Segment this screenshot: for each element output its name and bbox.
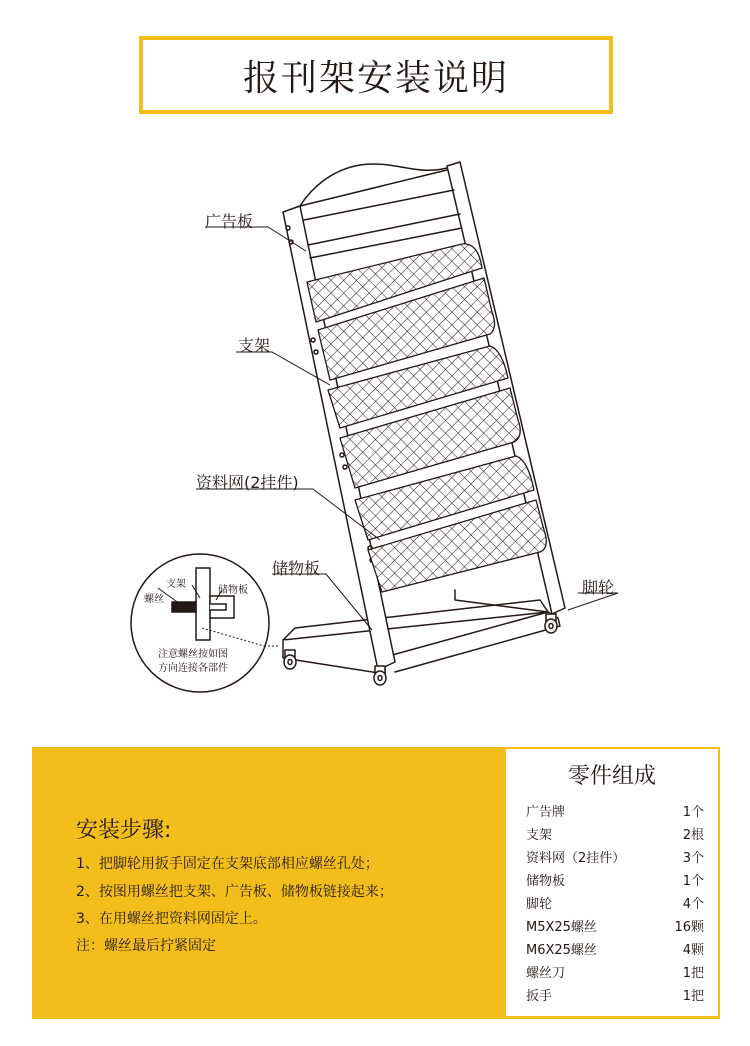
parts-row xyxy=(526,893,708,915)
part-name: M5X25螺丝 xyxy=(526,920,597,935)
part-qty: 1把 xyxy=(682,966,704,981)
instructions-panel xyxy=(32,747,720,1019)
inset-label-storage: 储物板 xyxy=(218,585,248,596)
parts-row xyxy=(526,870,708,892)
steps-title: 安装步骤: xyxy=(76,818,172,843)
part-name: M6X25螺丝 xyxy=(526,943,597,958)
parts-list xyxy=(505,748,719,1017)
parts-title: 零件组成 xyxy=(567,764,656,789)
callout-wheel: 脚轮 xyxy=(582,578,615,597)
part-qty: 1把 xyxy=(682,989,704,1004)
callout-mesh: 资料网(2挂件) xyxy=(196,473,299,492)
parts-row xyxy=(526,916,708,938)
part-name: 螺丝刀 xyxy=(526,966,566,981)
inset-label-support: 支架 xyxy=(166,579,186,590)
inset-note-line2: 方向连接各部件 xyxy=(158,663,228,674)
part-qty: 3个 xyxy=(682,851,704,866)
parts-row xyxy=(526,824,708,846)
part-name: 脚轮 xyxy=(526,897,553,912)
part-qty: 2根 xyxy=(682,828,704,843)
parts-row xyxy=(526,847,708,869)
part-qty: 4颗 xyxy=(682,943,704,958)
part-name: 资料网（2挂件） xyxy=(526,851,626,866)
inset-note-line1: 注意螺丝按如图 xyxy=(158,649,228,660)
part-qty: 1个 xyxy=(682,874,704,889)
part-qty: 1个 xyxy=(682,805,704,820)
step-item: 3、在用螺丝把资料网固定上。 xyxy=(76,911,267,927)
step-item: 2、按图用螺丝把支架、广告板、储物板链接起来； xyxy=(76,884,393,900)
parts-row xyxy=(526,801,708,823)
part-qty: 16颗 xyxy=(674,920,704,935)
part-name: 支架 xyxy=(526,828,553,843)
page-title: 报刊架安装说明 xyxy=(242,57,509,99)
inset-label-screw: 螺丝 xyxy=(144,594,164,605)
parts-row xyxy=(526,939,708,961)
callout-support: 支架 xyxy=(238,336,271,355)
callout-storage: 储物板 xyxy=(272,559,321,578)
step-item: 1、把脚轮用扳手固定在支架底部相应螺丝孔处； xyxy=(76,856,379,872)
part-qty: 4个 xyxy=(682,897,704,912)
callout-ad-board: 广告板 xyxy=(205,212,254,231)
parts-row xyxy=(526,962,708,984)
part-name: 扳手 xyxy=(526,989,553,1004)
parts-row xyxy=(526,985,708,1007)
step-note: 注：螺丝最后拧紧固定 xyxy=(76,938,216,954)
part-name: 广告牌 xyxy=(526,805,566,820)
part-name: 储物板 xyxy=(526,874,566,889)
